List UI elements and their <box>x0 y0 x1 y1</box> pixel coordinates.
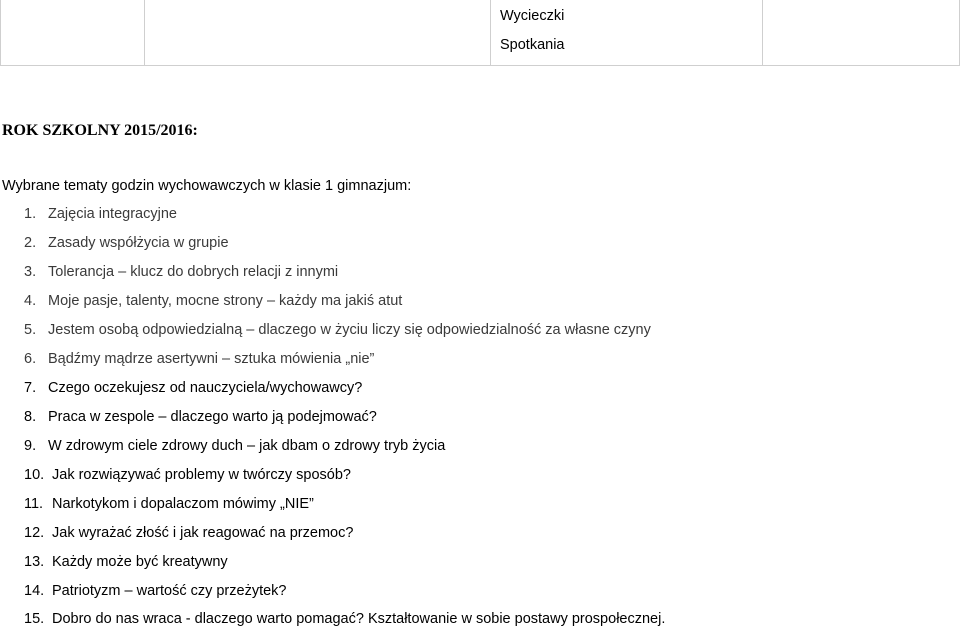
list-item <box>24 379 362 399</box>
list-number: 4. <box>24 293 37 309</box>
list-number: 2. <box>24 235 37 251</box>
list-number: 10. <box>24 467 45 483</box>
schedule-table-fragment <box>0 0 960 66</box>
list-item <box>24 437 445 457</box>
table-border <box>490 0 491 66</box>
list-item-text: Zajęcia integracyjne <box>48 206 177 222</box>
list-number: 3. <box>24 264 37 280</box>
list-item-text: Jak wyrażać złość i jak reagować na przemoc? <box>52 525 354 541</box>
list-number: 14. <box>24 583 45 599</box>
list-item <box>24 610 665 630</box>
table-cell-text: Wycieczki <box>500 8 565 24</box>
list-number: 13. <box>24 554 45 570</box>
list-item <box>24 205 177 225</box>
list-number: 8. <box>24 409 37 425</box>
table-border <box>762 0 763 66</box>
list-item-text: Dobro do nas wraca - dlaczego warto pomagać? Kształtowanie w sobie postawy prospołecznej. <box>52 611 666 627</box>
list-item <box>24 263 338 283</box>
list-item <box>24 321 651 341</box>
list-number: 5. <box>24 322 37 338</box>
list-item <box>24 582 287 602</box>
list-item <box>24 553 228 573</box>
list-number: 15. <box>24 611 45 627</box>
list-item-text: Każdy może być kreatywny <box>52 554 228 570</box>
list-item-text: Jak rozwiązywać problemy w twórczy sposób? <box>52 467 351 483</box>
list-item <box>24 350 374 370</box>
section-heading: ROK SZKOLNY 2015/2016: <box>2 122 198 139</box>
list-number: 11. <box>24 496 44 512</box>
list-item-text: Patriotyzm – wartość czy przeżytek? <box>52 583 287 599</box>
list-item-text: Praca w zespole – dlaczego warto ją podejmować? <box>48 409 377 425</box>
list-item-text: W zdrowym ciele zdrowy duch – jak dbam o zdrowy tryb życia <box>48 438 446 454</box>
list-item-text: Moje pasje, talenty, mocne strony – każdy ma jakiś atut <box>48 293 403 309</box>
list-number: 9. <box>24 438 37 454</box>
table-cell-text: Spotkania <box>500 37 565 53</box>
list-number: 1. <box>24 206 37 222</box>
list-item <box>24 495 314 515</box>
table-border <box>0 65 960 66</box>
list-item-text: Tolerancja – klucz do dobrych relacji z innymi <box>48 264 339 280</box>
intro-text: Wybrane tematy godzin wychowawczych w klasie 1 gimnazjum: <box>2 178 412 194</box>
list-item-text: Czego oczekujesz od nauczyciela/wychowawcy? <box>48 380 363 396</box>
list-item-text: Zasady współżycia w grupie <box>48 235 229 251</box>
list-item-text: Narkotykom i dopalaczom mówimy „NIE” <box>52 496 314 512</box>
list-item <box>24 524 353 544</box>
list-item-text: Jestem osobą odpowiedzialną – dlaczego w życiu liczy się odpowiedzialność za własne czyny <box>48 322 651 338</box>
table-border <box>144 0 145 66</box>
list-item <box>24 466 351 486</box>
list-number: 6. <box>24 351 37 367</box>
list-number: 12. <box>24 525 45 541</box>
list-number: 7. <box>24 380 37 396</box>
list-item <box>24 292 402 312</box>
table-border <box>0 0 1 66</box>
list-item <box>24 408 377 428</box>
list-item <box>24 234 229 254</box>
list-item-text: Bądźmy mądrze asertywni – sztuka mówienia „nie” <box>48 351 375 367</box>
